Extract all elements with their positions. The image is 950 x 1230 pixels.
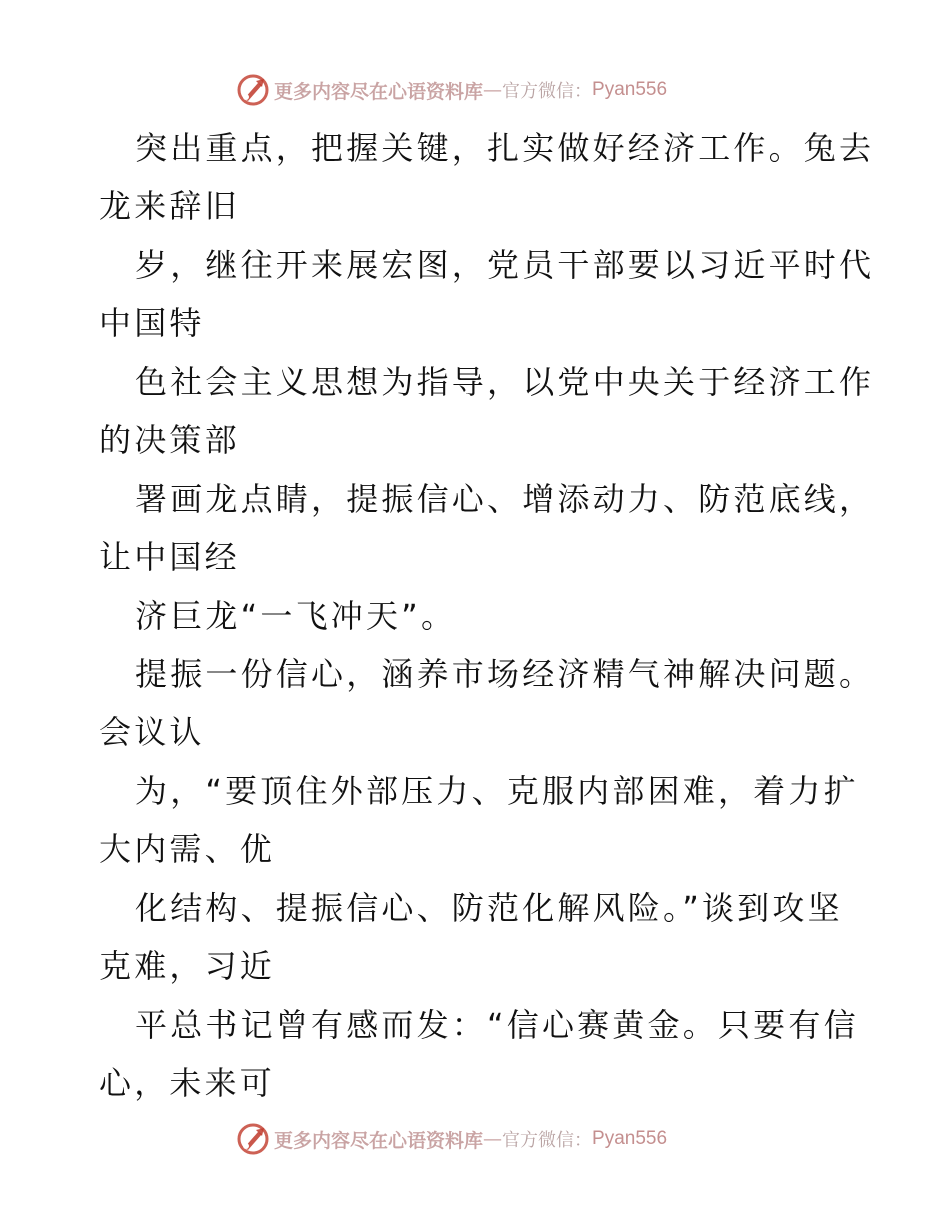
text-line: 为，“要顶住外部压力、克服内部困难，着力扩 bbox=[135, 772, 859, 810]
watermark-wechat-id: Pyan556 bbox=[592, 79, 668, 100]
text-line: 化结构、提振信心、防范化解风险。”谈到攻坚 bbox=[135, 889, 843, 927]
text-line: 提振一份信心，涵养市场经济精气神解决问题。 bbox=[135, 655, 875, 693]
watermark-main-text: 更多内容尽在心语资料库 bbox=[274, 80, 484, 103]
text-line: 克难，习近 bbox=[99, 947, 276, 985]
watermark-sub-text: 官方微信： bbox=[502, 81, 593, 102]
watermark-wechat-id: Pyan556 bbox=[592, 1128, 668, 1149]
text-line: 会议认 bbox=[99, 713, 205, 751]
text-line: 让中国经 bbox=[99, 538, 240, 576]
text-line: 中国特 bbox=[99, 304, 205, 342]
text-line: 的决策部 bbox=[99, 421, 240, 459]
watermark-sub-text: 官方微信： bbox=[502, 1130, 593, 1151]
text-line: 色社会主义思想为指导，以党中央关于经济工作 bbox=[135, 363, 875, 401]
pen-logo-icon bbox=[236, 1122, 270, 1156]
text-line: 平总书记曾有感而发：“信心赛黄金。只要有信 bbox=[135, 1006, 859, 1044]
text-line: 济巨龙“一飞冲天”。 bbox=[135, 597, 457, 635]
watermark-main-text: 更多内容尽在心语资料库 bbox=[274, 1129, 484, 1152]
text-line: 突出重点，把握关键，扎实做好经济工作。兔去 bbox=[135, 129, 875, 167]
text-line: 龙来辞旧 bbox=[99, 187, 240, 225]
text-line: 大内需、优 bbox=[99, 830, 276, 868]
footer-watermark bbox=[236, 1122, 667, 1156]
text-line: 岁，继往开来展宏图，党员干部要以习近平时代 bbox=[135, 246, 875, 284]
text-line: 心，未来可 bbox=[99, 1064, 276, 1102]
watermark-dash: — bbox=[483, 1128, 503, 1150]
watermark-dash: — bbox=[483, 79, 503, 101]
text-line: 署画龙点睛，提振信心、增添动力、防范底线， bbox=[135, 480, 875, 518]
